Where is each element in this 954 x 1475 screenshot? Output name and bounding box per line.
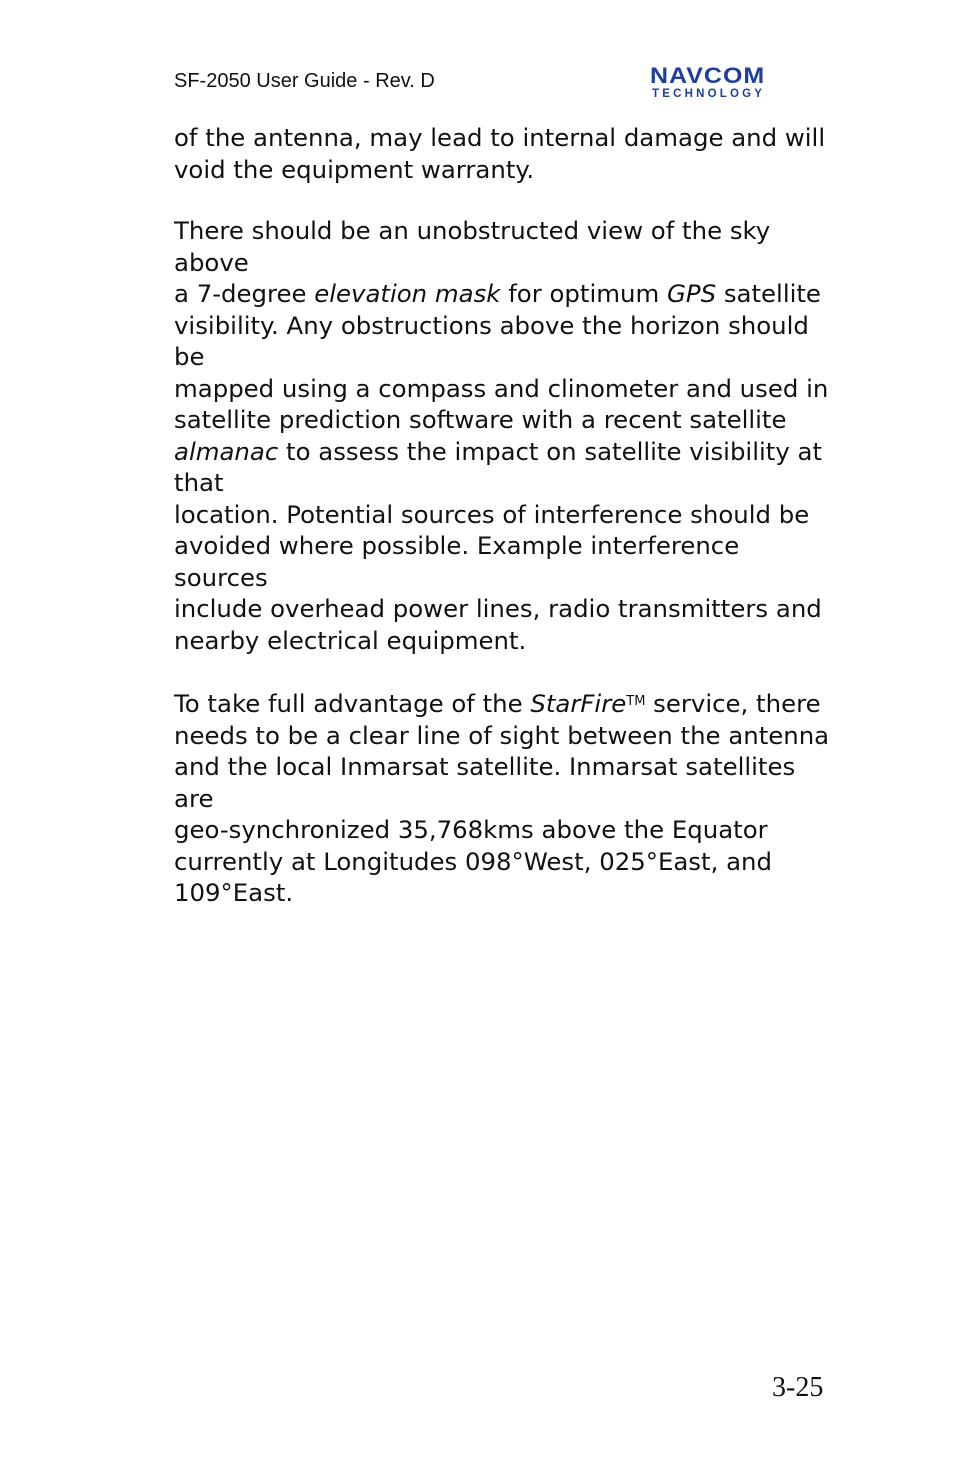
text-run: To take full advantage of the bbox=[174, 689, 531, 718]
term-elevation-mask: elevation mask bbox=[314, 279, 501, 308]
navcom-logo bbox=[650, 63, 834, 100]
text-run: service, there needs to be a clear line of sight between the antenna and the local Inmarsat satellite. Inmarsat satellites are geo-synchronized 35,768kms above the Equator currently at Longitudes 098°West, 025°East, and 109°East. bbox=[174, 689, 830, 907]
paragraph-warranty: of the antenna, may lead to internal damage and will void the equipment warranty. bbox=[174, 123, 826, 184]
text-run: to assess the impact on satellite visibility at that location. Potential sources of interference should be avoided where possible. Example interference sources include overhead power lines, radio transmitters and nearby electrical equipment. bbox=[174, 436, 823, 655]
term-starfire: StarFire bbox=[530, 689, 627, 718]
page-number: 3-25 bbox=[772, 1372, 824, 1403]
term-almanac: almanac bbox=[174, 436, 279, 466]
logo-wordmark: NAVCOM bbox=[650, 63, 766, 89]
text-run: satellite visibility. Any obstructions above the horizon should be mapped using a compass and clinometer and used in satellite prediction software with a recent satellite bbox=[174, 279, 829, 434]
text-run: There should be an unobstructed view of the sky above a 7-degree bbox=[174, 216, 771, 308]
text-run: for optimum bbox=[500, 279, 667, 308]
paragraph-starfire bbox=[174, 686, 839, 909]
logo-subtitle: TECHNOLOGY bbox=[652, 88, 766, 100]
term-gps: GPS bbox=[666, 279, 717, 308]
paragraph-sky-view bbox=[174, 215, 839, 656]
body-text bbox=[174, 122, 839, 909]
trademark-mark: TM bbox=[626, 694, 646, 709]
document-title: SF-2050 User Guide - Rev. D bbox=[174, 70, 435, 92]
